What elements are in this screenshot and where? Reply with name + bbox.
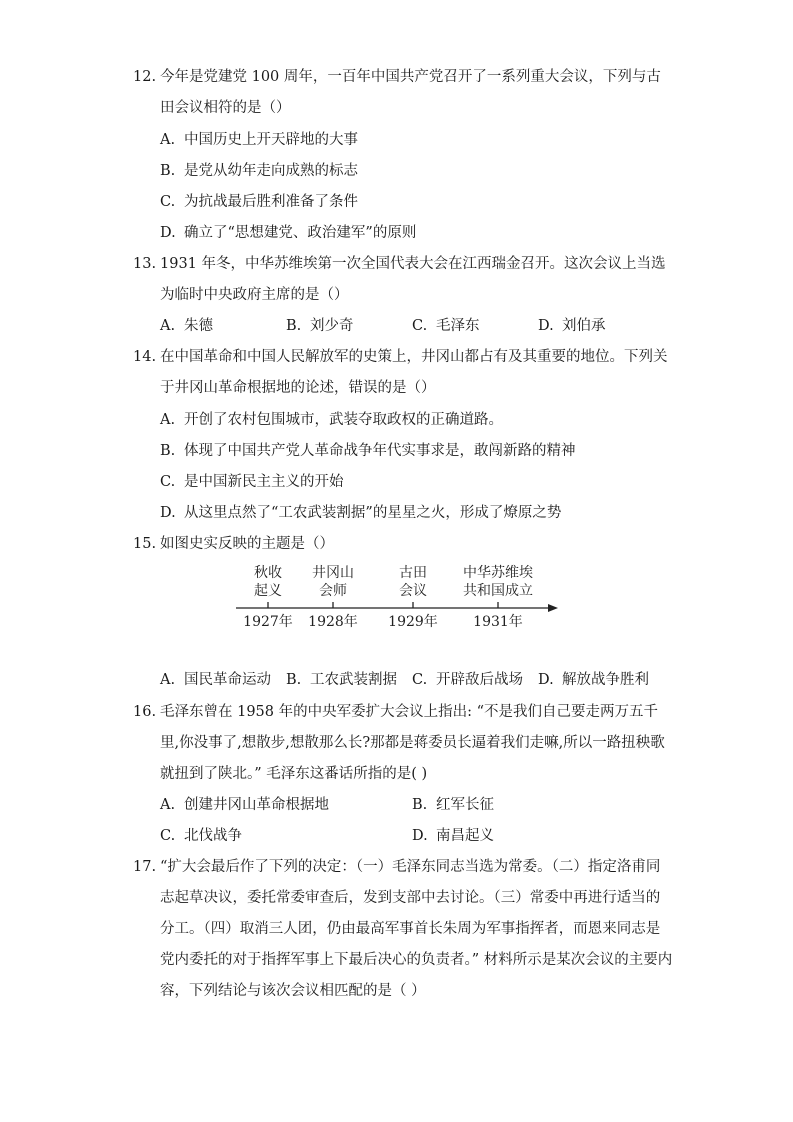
question-16 (133, 697, 673, 790)
question-number: 12. (133, 69, 157, 85)
option-12c[interactable] (160, 192, 358, 212)
option-label: A. (160, 318, 176, 334)
option-15b[interactable] (286, 670, 397, 690)
question-14 (133, 342, 673, 404)
question-stem: 今年是党建党 100 周年，一百年中国共产党召开了一系列重大会议，下列与古田会议相符的是（） (160, 69, 661, 116)
option-text: 开辟敌后战场 (436, 672, 523, 688)
question-13 (133, 249, 673, 311)
timeline-figure (230, 560, 565, 635)
option-label: B. (160, 163, 176, 179)
option-12a[interactable] (160, 130, 358, 150)
question-number: 16. (133, 704, 157, 720)
option-label: C. (412, 318, 428, 334)
option-text: 是中国新民主主义的开始 (184, 474, 344, 490)
option-label: B. (286, 318, 302, 334)
question-stem: 在中国革命和中国人民解放军的史策上，井冈山都占有及其重要的地位。下列关于井冈山革命根据地的论述，错误的是（） (160, 349, 668, 396)
option-12b[interactable] (160, 161, 358, 181)
option-label: D. (538, 672, 554, 688)
timeline-event-1-line1: 秋收 (254, 565, 282, 581)
option-text: 刘少奇 (310, 318, 354, 334)
option-13c[interactable] (412, 316, 480, 336)
option-text: 朱德 (184, 318, 213, 334)
question-15 (133, 529, 673, 560)
timeline-arrow (548, 604, 558, 612)
option-text: 解放战争胜利 (562, 672, 649, 688)
timeline-year-2: 1928年 (308, 614, 358, 630)
option-label: B. (412, 797, 428, 813)
option-text: 国民革命运动 (184, 672, 271, 688)
option-text: 毛泽东 (436, 318, 480, 334)
option-16c[interactable] (160, 826, 242, 846)
timeline-event-1-line2: 起义 (254, 583, 282, 599)
question-number: 13. (133, 256, 157, 272)
option-label: A. (160, 672, 176, 688)
timeline-event-2-line2: 会师 (319, 583, 347, 599)
option-label: A. (160, 132, 176, 148)
option-16d[interactable] (412, 826, 494, 846)
option-label: B. (286, 672, 302, 688)
option-label: C. (160, 828, 176, 844)
option-16a[interactable] (160, 795, 329, 815)
option-14b[interactable] (160, 441, 576, 461)
timeline-event-4-line2: 共和国成立 (463, 583, 533, 599)
option-label: C. (160, 194, 176, 210)
question-number: 14. (133, 349, 157, 365)
option-text: 刘伯承 (562, 318, 606, 334)
option-text: 工农武装割据 (310, 672, 397, 688)
question-stem: 1931 年冬，中华苏维埃第一次全国代表大会在江西瑞金召开。这次会议上当选为临时中央政府主席的是（） (160, 256, 666, 303)
question-stem: 如图史实反映的主题是（） (160, 536, 334, 552)
timeline-event-2-line1: 井冈山 (312, 565, 354, 581)
option-13a[interactable] (160, 316, 213, 336)
option-15a[interactable] (160, 670, 271, 690)
option-15d[interactable] (538, 670, 649, 690)
question-12 (133, 62, 673, 124)
option-label: A. (160, 412, 176, 428)
option-label: D. (538, 318, 554, 334)
option-14a[interactable] (160, 410, 503, 430)
timeline-year-3: 1929年 (388, 614, 438, 630)
option-14c[interactable] (160, 472, 344, 492)
option-text: 开创了农村包围城市，武装夺取政权的正确道路。 (184, 412, 503, 428)
option-label: D. (160, 505, 176, 521)
option-label: D. (412, 828, 428, 844)
question-17 (133, 852, 673, 1007)
option-text: 创建井冈山革命根据地 (184, 797, 329, 813)
option-text: 体现了中国共产党人革命战争年代实事求是，敢闯新路的精神 (184, 443, 576, 459)
option-text: 北伐战争 (184, 828, 242, 844)
option-text: 确立了“思想建党、政治建军”的原则 (184, 225, 417, 241)
option-14d[interactable] (160, 503, 561, 523)
question-number: 17. (133, 859, 157, 875)
question-stem: 毛泽东曾在 1958 年的中央军委扩大会议上指出: “不是我们自己要走两万五千里,你没事了,想散步,想散那么长?那都是蒋委员长逼着我们走嘛,所以一路扭秧歌就扭到了陕北。” 毛泽东这番话所指的是( ) (160, 704, 665, 782)
timeline-year-4: 1931年 (473, 614, 523, 630)
timeline-event-4-line1: 中华苏维埃 (463, 565, 533, 581)
option-label: C. (412, 672, 428, 688)
option-text: 为抗战最后胜利准备了条件 (184, 194, 358, 210)
option-16b[interactable] (412, 795, 494, 815)
option-15c[interactable] (412, 670, 523, 690)
option-label: D. (160, 225, 176, 241)
timeline-year-1: 1927年 (243, 614, 293, 630)
timeline-event-3-line2: 会议 (399, 583, 427, 599)
question-number: 15. (133, 536, 157, 552)
option-text: 红军长征 (436, 797, 494, 813)
timeline-event-3-line1: 古田 (399, 565, 427, 581)
option-text: 南昌起义 (436, 828, 494, 844)
option-label: B. (160, 443, 176, 459)
option-text: 从这里点然了“工农武装割据”的星星之火，形成了燎原之势 (184, 505, 562, 521)
option-text: 中国历史上开天辟地的大事 (184, 132, 358, 148)
option-12d[interactable] (160, 223, 416, 243)
question-stem: “扩大会最后作了下列的决定：（一）毛泽东同志当选为常委。（二）指定洛甫同志起草决议，委托常委审查后，发到支部中去讨论。（三）常委中再进行适当的分工。（四）取消三人团，仍由最高军事首长朱周为军事指挥者，而恩来同志是党内委托的对于指挥军事上下最后决心的负责者。” 材料所示是某次会议的主要内容，下列结论与该次会议相匹配的是（ ） (160, 859, 673, 999)
option-label: C. (160, 474, 176, 490)
option-text: 是党从幼年走向成熟的标志 (184, 163, 358, 179)
option-13d[interactable] (538, 316, 606, 336)
option-13b[interactable] (286, 316, 354, 336)
option-label: A. (160, 797, 176, 813)
